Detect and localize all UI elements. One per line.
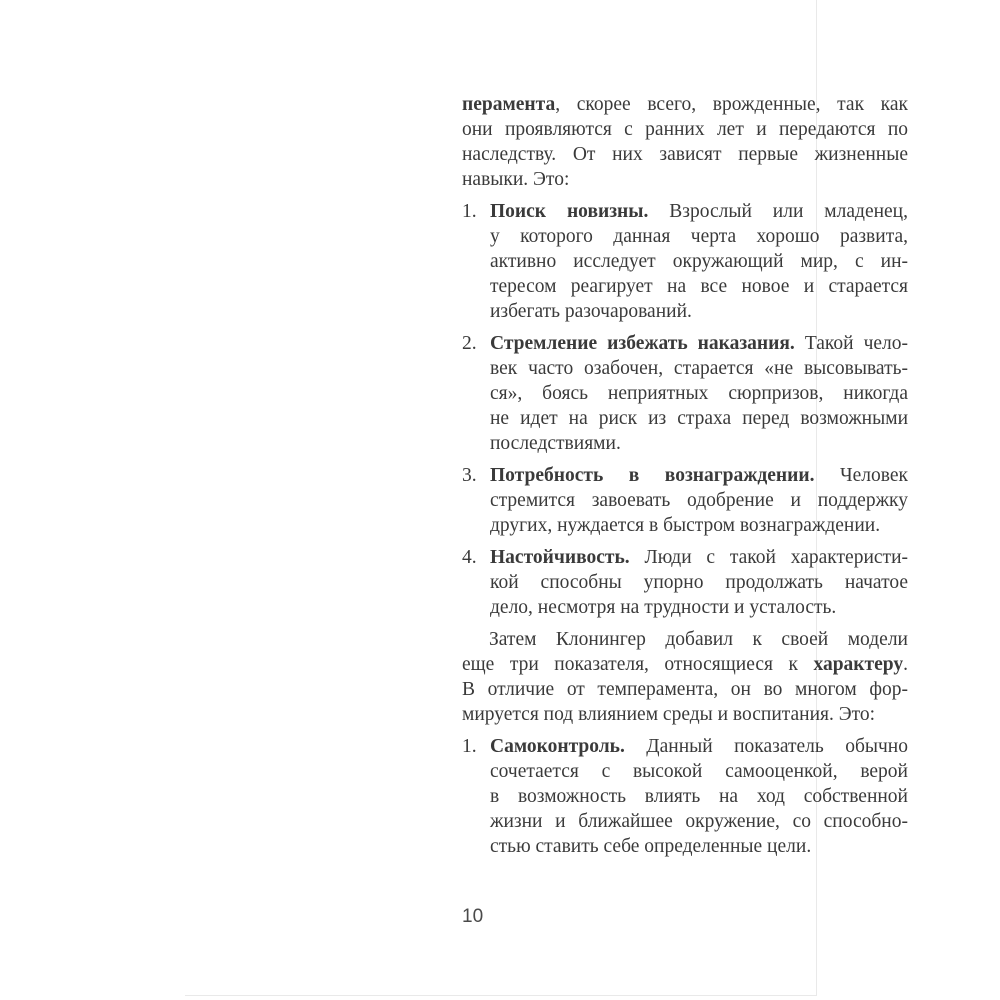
text-line: Потребность в вознаграждении. Человек	[490, 465, 909, 486]
page-number: 10	[462, 906, 484, 927]
text-line: Затем Клонингер добавил к своей модели	[489, 629, 908, 650]
text-line: мируется под влиянием среды и воспитания. Это:	[462, 704, 876, 725]
list-item-text	[490, 545, 908, 620]
list-item-number: 1.	[462, 201, 477, 222]
text-line: кой способны упорно продолжать начатое	[490, 572, 908, 593]
list-item	[462, 463, 908, 538]
text-line: В отличие от темперамента, он во многом фор-	[462, 679, 908, 700]
text-line: последствиями.	[490, 433, 621, 454]
text-line: перамента, скорее всего, врожденные, так как	[462, 94, 908, 115]
text-line: еще три показателя, относящиеся к характеру.	[462, 654, 908, 675]
list-item	[462, 734, 908, 859]
text-line: сочетается с высокой самооценкой, верой	[490, 761, 908, 782]
list-item-number: 1.	[462, 736, 477, 757]
text-line: навыки. Это:	[462, 169, 570, 190]
list-item-text	[490, 463, 908, 538]
text-line: других, нуждается в быстром вознаграждении.	[490, 515, 881, 536]
text-line: стремится завоевать одобрение и поддержку	[490, 490, 908, 511]
book-page	[185, 0, 909, 996]
text-line: век часто озабочен, старается «не высовывать-	[490, 358, 908, 379]
text-line: Поиск новизны. Взрослый или младенец,	[490, 201, 908, 222]
list-item	[462, 331, 908, 456]
text-line: жизни и ближайшее окружение, со способно-	[490, 811, 908, 832]
text-line: избегать разочарований.	[490, 301, 692, 322]
text-line: ся», боясь неприятных сюрпризов, никогда	[490, 383, 908, 404]
list-item-text	[490, 331, 908, 456]
text-line: в возможность влиять на ход собственной	[490, 786, 908, 807]
text-block	[462, 92, 908, 859]
text-line: тересом реагирует на все новое и старается	[490, 276, 908, 297]
list-item	[462, 545, 908, 620]
text-line: Самоконтроль. Данный показатель обычно	[490, 736, 908, 757]
list-item-text	[490, 734, 908, 859]
paragraph	[462, 92, 908, 192]
text-line: у которого данная черта хорошо развита,	[490, 226, 908, 247]
text-line: не идет на риск из страха перед возможными	[490, 408, 908, 429]
text-line: наследству. От них зависят первые жизненные	[462, 144, 908, 165]
text-line: дело, несмотря на трудности и усталость.	[490, 597, 837, 618]
text-line: Стремление избежать наказания. Такой чело-	[490, 333, 908, 354]
list-item-text	[490, 199, 908, 324]
list-item-number: 4.	[462, 547, 477, 568]
text-line: они проявляются с ранних лет и передаются по	[462, 119, 908, 140]
text-line: стью ставить себе определенные цели.	[490, 836, 812, 857]
text-line: Настойчивость. Люди с такой характеристи-	[490, 547, 908, 568]
list-item	[462, 199, 908, 324]
list-item-number: 2.	[462, 333, 477, 354]
list-item-number: 3.	[462, 465, 477, 486]
paragraph	[462, 627, 908, 727]
text-line: активно исследует окружающий мир, с ин-	[490, 251, 908, 272]
